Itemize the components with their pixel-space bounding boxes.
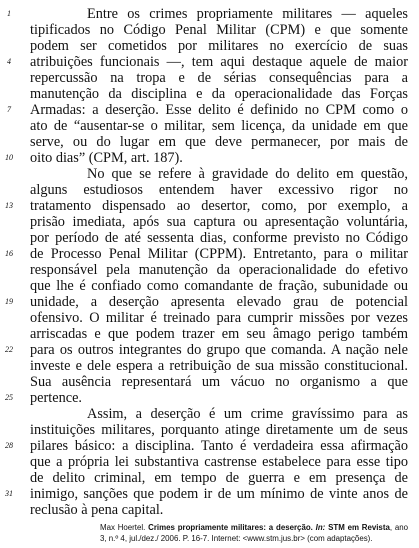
text-line: pilares básico: a disciplina. Tanto é verdadeira essa afirmação: [30, 438, 408, 454]
line-number: 19: [5, 297, 13, 306]
text-line: que lhe é confiado como comandante de fração, subunidade ou: [30, 278, 408, 294]
text-line: serve, ou do lugar em que deve permanecer, por mais de: [30, 134, 408, 150]
line-number: 1: [7, 9, 11, 18]
line-number: 31: [5, 489, 13, 498]
text-line: manutenção da disciplina e da operacionalidade das Forças: [30, 86, 408, 102]
text-line: arriscadas e que podem trazer em seu âmago perigo também: [30, 326, 408, 342]
text-line: investe e dele espera a retribuição de sua missão constitucional.: [30, 358, 408, 374]
text-line: Entre os crimes propriamente militares — aqueles: [87, 6, 408, 22]
source-citation-line-2: 3, n.º 4, jul./dez./ 2006. P. 16-7. Internet: <www.stm.jus.br> (com adaptações).: [100, 534, 373, 543]
line-number: 13: [5, 201, 13, 210]
text-line: atribuições funcionais —, tem aqui destaque aquele de maior: [30, 54, 408, 70]
line-number: 16: [5, 249, 13, 258]
source-title: Crimes propriamente militares: a deserção.: [148, 523, 313, 532]
line-number: 10: [5, 153, 13, 162]
text-line: tipificados no Código Penal Militar (CPM) e que somente: [30, 22, 408, 38]
source-in: In:: [315, 523, 326, 532]
text-line: alguns estudiosos entendem haver excessivo rigor no: [30, 182, 408, 198]
line-number: 7: [7, 105, 11, 114]
text-line: oito dias” (CPM, art. 187).: [30, 150, 183, 166]
text-line: tratamento dispensado ao desertor, como, por exemplo, a: [30, 198, 408, 214]
text-line: Assim, a deserção é um crime gravíssimo para as: [87, 406, 408, 422]
line-number: 25: [5, 393, 13, 402]
text-line: de Processo Penal Militar (CPPM). Entretanto, para o militar: [30, 246, 408, 262]
line-number: 4: [7, 57, 11, 66]
text-line: ato de “ausentar-se o militar, sem licença, da unidade em que: [30, 118, 408, 134]
text-line: inimigo, sanções que podem ir de um mínimo de vinte anos de: [30, 486, 408, 502]
text-line: prisão imediata, após sua captura ou apresentação voluntária,: [30, 214, 408, 230]
text-line: Armadas: a deserção. Esse delito é definido no CPM como o: [30, 102, 408, 118]
text-line: para os outros integrantes do grupo que comanda. A nação nele: [30, 342, 408, 358]
text-line: reclusão à pena capital.: [30, 502, 164, 518]
source-journal: STM em Revista: [328, 523, 390, 532]
text-line: Sua ausência representará um vácuo no organismo a que: [30, 374, 408, 390]
text-line: unidade, a deserção apresenta elevado grau de potencial: [30, 294, 408, 310]
source-author: Max Hoertel.: [100, 523, 146, 532]
text-line: podem ser cometidos por militares no exercício de suas: [30, 38, 408, 54]
line-number: 22: [5, 345, 13, 354]
text-line: que a própria lei substantiva castrense estabelece para esse tipo: [30, 454, 408, 470]
source-rest: , ano: [389, 523, 408, 532]
text-line: ofensivo. O militar é treinado para cumprir missões por vezes: [30, 310, 408, 326]
line-number: 28: [5, 441, 13, 450]
text-line: por período de até sessenta dias, conforme previsto no Código: [30, 230, 408, 246]
text-line: responsável pela manutenção da operacionalidade do efetivo: [30, 262, 408, 278]
text-line: de delito criminal, em tempo de guerra e em presença de: [30, 470, 408, 486]
text-line: instituições militares, porquanto atinge diretamente um de seus: [30, 422, 408, 438]
text-line: pertence.: [30, 390, 82, 406]
text-line: No que se refere à gravidade do delito em questão,: [87, 166, 408, 182]
text-line: repercussão na tropa e de sérias consequências para a: [30, 70, 408, 86]
